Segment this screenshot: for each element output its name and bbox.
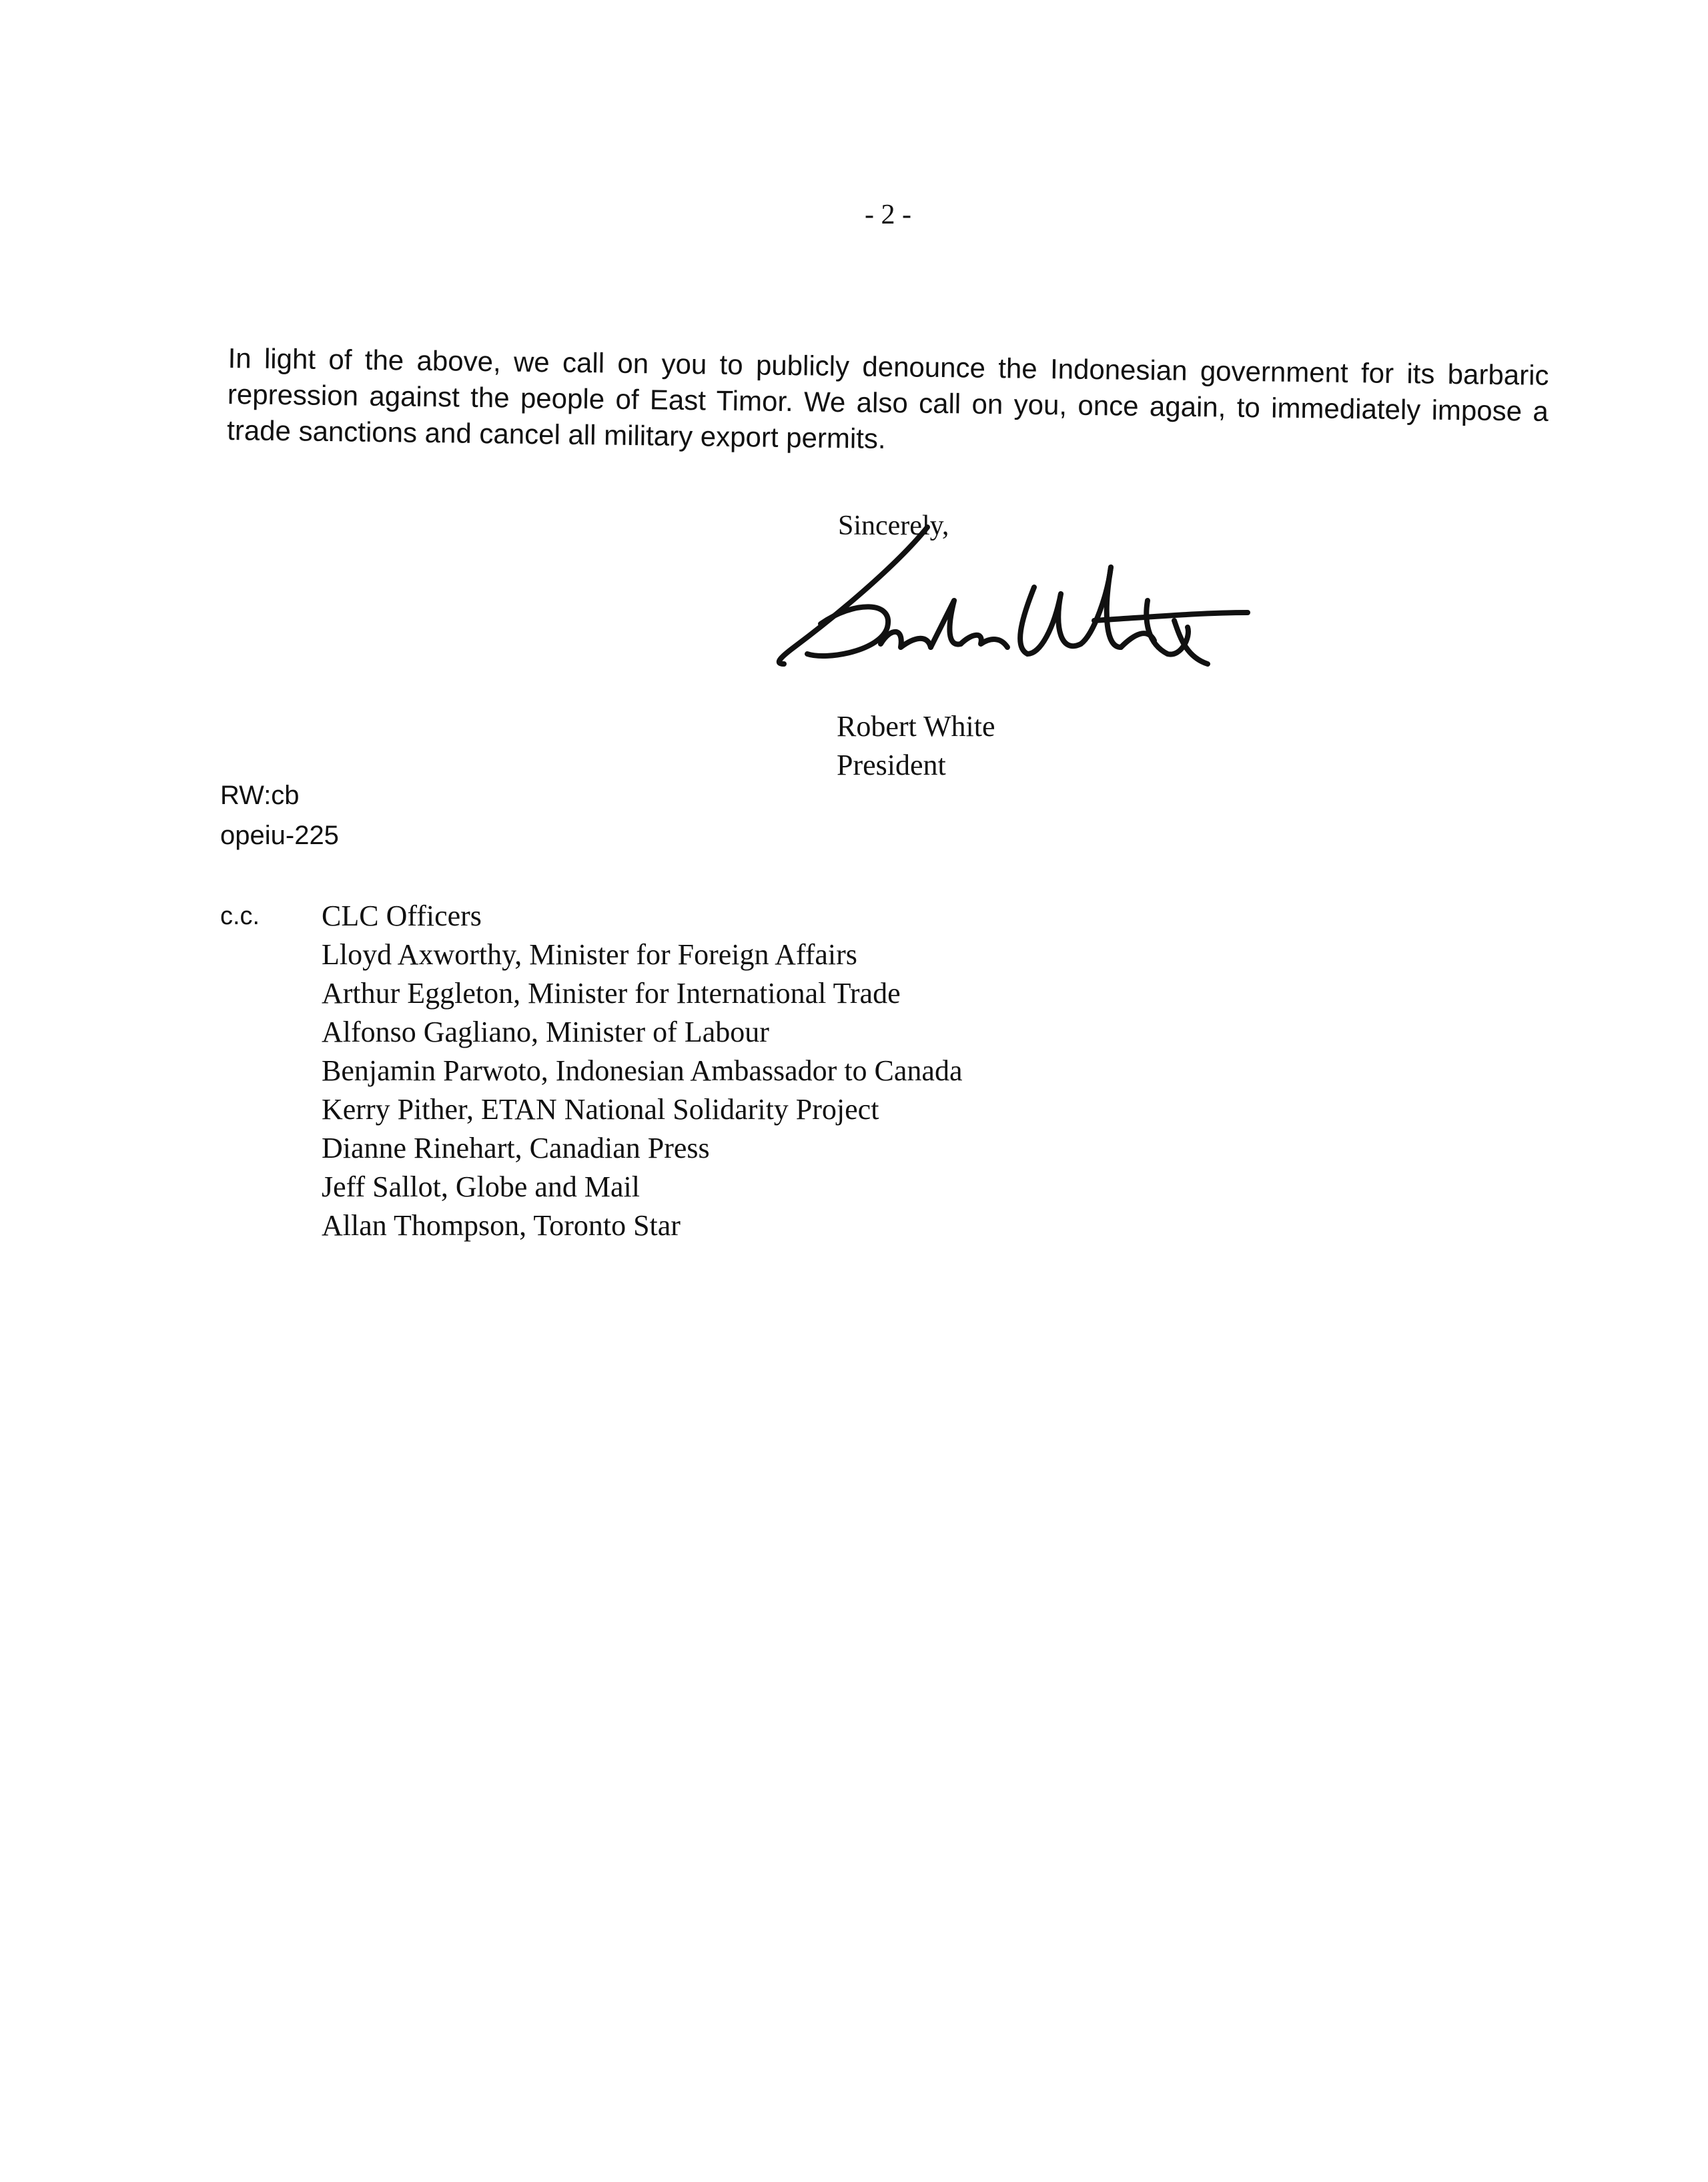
- signer-block: [837, 707, 995, 785]
- cc-recipient: Alfonso Gagliano, Minister of Labour: [322, 1016, 769, 1048]
- cc-recipient: Dianne Rinehart, Canadian Press: [322, 1132, 710, 1164]
- signer-name: Robert White: [837, 710, 995, 743]
- signer-title: President: [837, 749, 946, 781]
- page-number: - 2 -: [865, 200, 911, 230]
- reference-code: opeiu-225: [220, 821, 339, 850]
- cc-recipient: Arthur Eggleton, Minister for International Trade: [322, 977, 901, 1010]
- signature-image: [747, 520, 1254, 694]
- reference-block: [220, 775, 339, 855]
- cc-recipient: Lloyd Axworthy, Minister for Foreign Affairs: [322, 938, 857, 971]
- cc-label: c.c.: [220, 902, 260, 930]
- cc-recipient: Kerry Pither, ETAN National Solidarity Project: [322, 1093, 879, 1126]
- reference-initials: RW:cb: [220, 781, 300, 810]
- cc-recipient: Benjamin Parwoto, Indonesian Ambassador to Canada: [322, 1054, 963, 1087]
- cc-recipient: Jeff Sallot, Globe and Mail: [322, 1170, 640, 1203]
- cc-recipient: Allan Thompson, Toronto Star: [322, 1209, 681, 1242]
- cc-recipient-list: [322, 897, 962, 1245]
- cc-recipient: CLC Officers: [322, 899, 482, 932]
- body-paragraph: In light of the above, we call on you to publicly denounce the Indonesian government for its barbaric repression against the people of East Timor. We also call on you, once again, to immediately impose a trade sanctions and cancel all military export permits.: [226, 342, 1549, 454]
- closing-salutation: Sincerely,: [838, 510, 949, 541]
